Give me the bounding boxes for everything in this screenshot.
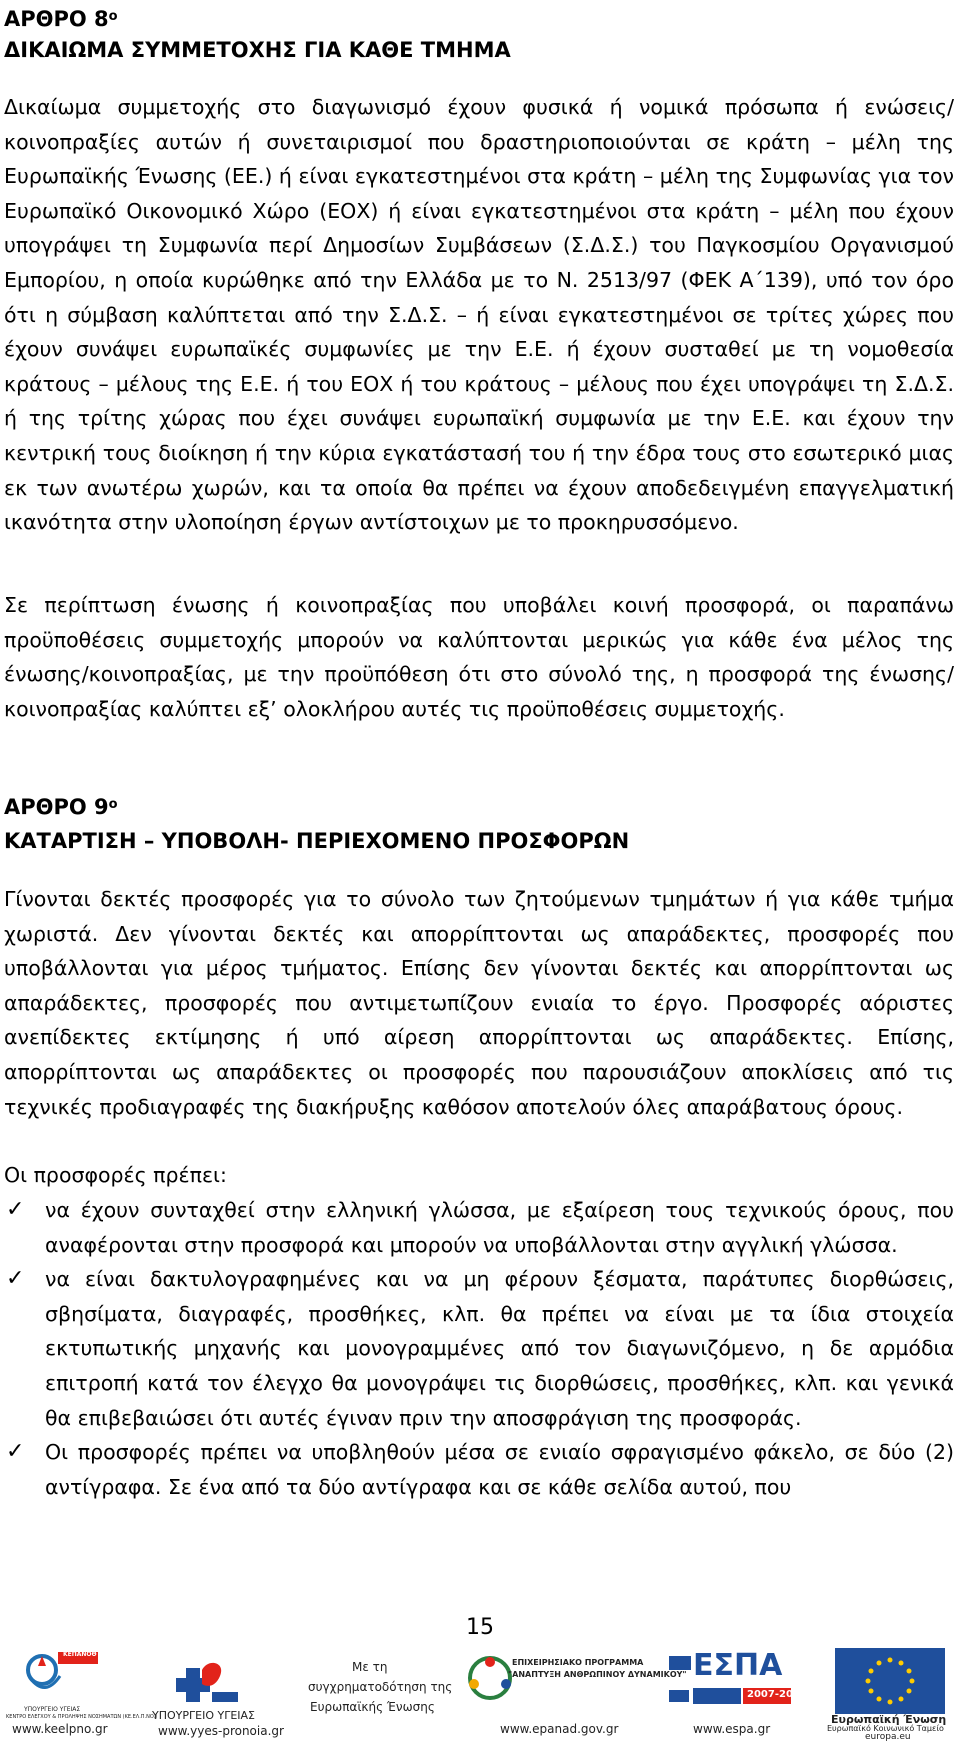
espa-logo: ΕΣΠΑ 2007-2013 www.espa.gr bbox=[665, 1648, 805, 1739]
eu-cofund-text: Με τη συγχρηματοδότηση της Ευρωπαϊκής Ένωσης bbox=[308, 1660, 453, 1714]
article-8-paragraph-1: Δικαίωμα συμμετοχής στο διαγωνισμό έχουν φυσικά ή νομικά πρόσωπα ή ενώσεις/κοινοπραξίες αυτών ή συνεταιρισμοί που δραστηριοποιούνται σε κράτη – μέλη της Ευρωπαϊκής Ένωσης (ΕΕ.) ή είναι εγκατεστημένοι στα κράτη – μέλη της Συμφωνίας για τον Ευρωπαϊκό Οικονομικό Χώρο (ΕΟΧ) ή είναι εγκατεστημένοι στα κράτη – μέλη που έχουν υπογράψει τη Συμφωνία περί Δημοσίων Συμβάσεων (Σ.Δ.Σ.) του Παγκοσμίου Οργανισμού Εμπορίου, η οποία κυρώθηκε από την Ελλάδα με το Ν. 2513/97 (ΦΕΚ Α΄139), υπό τον όρο ότι η σύμβαση καλύπτεται από την Σ.Δ.Σ. – ή είναι εγκατεστημένοι σε τρίτες χώρες που έχουν συνάψει ευρωπαϊκές συμφωνίες με την Ε.Ε. ή έχουν συσταθεί με τη νομοθεσία κράτους – μέλους της Ε.Ε. ή του ΕΟΧ ή του κράτους – μέλους που έχει υπογράψει τη Σ.Δ.Σ. ή της τρίτης χώρας που έχει συνάψει ευρωπαϊκή συμφωνία με την Ε.Ε. και έχουν την κεντρική τους διοίκηση ή την κύρια εγκατάστασή του ή την έδρα τους στο εσωτερικό μιας εκ των ανωτέρω χωρών, και τα οποία θα πρέπει να έχουν αποδεδειγμένη επαγγελματική ικανότητα στην υλοποίηση έργων αντίστοιχων με το προκηρυσσόμενο. bbox=[4, 95, 954, 535]
list-item: ✓ να έχουν συνταχθεί στην ελληνική γλώσσα, με εξαίρεση τους τεχνικούς όρους, που αναφέρονται στην προσφορά και μπορούν να υποβάλλονται στην αγγλική γλώσσα. bbox=[4, 1193, 954, 1262]
check-icon: ✓ bbox=[6, 1266, 25, 1292]
article-9-title: ΑΡΘΡΟ $9^o$ bbox=[4, 795, 118, 819]
article-8-subtitle: ΔΙΚΑΙΩΜΑ ΣΥΜΜΕΤΟΧΗΣ ΓΙΑ ΚΑΘΕ ΤΜΗΜΑ bbox=[4, 38, 511, 62]
check-icon: ✓ bbox=[6, 1439, 25, 1465]
article-9-paragraph-1: Γίνονται δεκτές προσφορές για το σύνολο των ζητούμενων τμημάτων ή για κάθε τμήμα χωριστά. Δεν γίνονται δεκτές και απορρίπτονται ως απαράδεκτες, προσφορές που υποβάλλονται για μέρος τμήματος. Επίσης δεν γίνονται δεκτές και απορρίπτονται ως απαράδεκτες, προσφορές που αντιμετωπίζουν ενιαία το έργο. Προσφορές αόριστες ανεπίδεκτες εκτίμησης ή υπό αίρεση απορρίπτονται ως απαράδεκτες. Επίσης, απορρίπτονται ως απαράδεκτες οι προσφορές που παρουσιάζουν αποκλίσεις από τις τεχνικές προδιαγραφές της διακήρυξης καθόσον αποτελούν όλες απαράβατους όρους. bbox=[4, 887, 954, 1119]
offer-requirements-list bbox=[4, 1193, 954, 1504]
kelpno-logo: ΚΕΠΑΝΟΘ ΥΠΟΥΡΓΕΙΟ ΥΓΕΙΑΣ ΚΕΝΤΡΟ ΕΛΕΓΧΟΥ & ΠΡΟΛΗΨΗΣ ΝΟΣΗΜΑΤΩΝ (ΚΕ.ΕΛ.Π.ΝΟ.) www.keelpno.gr bbox=[6, 1651, 158, 1736]
eu-flag: Ευρωπαϊκή Ένωση Ευρωπαϊκό Κοινωνικό Ταμείο europa.eu bbox=[825, 1648, 960, 1739]
list-item: ✓ Οι προσφορές πρέπει να υποβληθούν μέσα σε ενιαίο σφραγισμένο φάκελο, σε δύο (2) αντίγραφα. Σε ένα από τα δύο αντίγραφα και σε κάθε σελίδα αυτού, που bbox=[4, 1435, 954, 1504]
epanad-logo: ΕΠΙΧΕΙΡΗΣΙΑΚΟ ΠΡΟΓΡΑΜΜΑ "ΑΝΑΠΤΥΞΗ ΑΝΘΡΩΠΙΝΟΥ ΔΥΝΑΜΙΚΟΥ" www.epanad.gov.gr bbox=[460, 1648, 640, 1739]
article-8-paragraph-2: Σε περίπτωση ένωσης ή κοινοπραξίας που υποβάλει κοινή προσφορά, οι παραπάνω προϋποθέσεις συμμετοχής μπορούν να καλύπτονται μερικώς για κάθε ένα μέλος της ένωσης/κοινοπραξίας, με την προϋπόθεση ότι στο σύνολό της, η προσφορά της ένωσης/κοινοπραξίας καλύπτει εξ’ ολοκλήρου αυτές τις προϋποθέσεις συμμετοχής. bbox=[4, 593, 954, 721]
article-8-title: ΑΡΘΡΟ $8^o$ bbox=[4, 7, 118, 31]
footer-logos bbox=[0, 1648, 960, 1742]
ministry-logo: ΥΠΟΥΡΓΕΙΟ ΥΓΕΙΑΣ www.yyes-pronoia.gr bbox=[150, 1648, 280, 1739]
article-9-lead: Οι προσφορές πρέπει: bbox=[4, 1163, 227, 1187]
page-number: 15 bbox=[466, 1615, 494, 1640]
list-item: ✓ να είναι δακτυλογραφημένες και να μη φέρουν ξέσματα, παράτυπες διορθώσεις, σβησίματα, διαγραφές, προσθήκες, κλπ. θα πρέπει να είναι με τα ίδια στοιχεία εκτυπωτικής μηχανής και μονογραμμένες από τον διαγωνιζόμενο, η δε αρμόδια επιτροπή κατά τον έλεγχο θα μονογράψει τις διορθώσεις, προσθήκες, κλπ. και γενικά θα επιβεβαιώσει ότι αυτές έγιναν πριν την αποσφράγιση της προσφοράς. bbox=[4, 1262, 954, 1435]
article-9-subtitle: ΚΑΤΑΡΤΙΣΗ – ΥΠΟΒΟΛΗ- ΠΕΡΙΕΧΟΜΕΝΟ ΠΡΟΣΦΟΡΩΝ bbox=[4, 829, 630, 853]
check-icon: ✓ bbox=[6, 1197, 25, 1222]
